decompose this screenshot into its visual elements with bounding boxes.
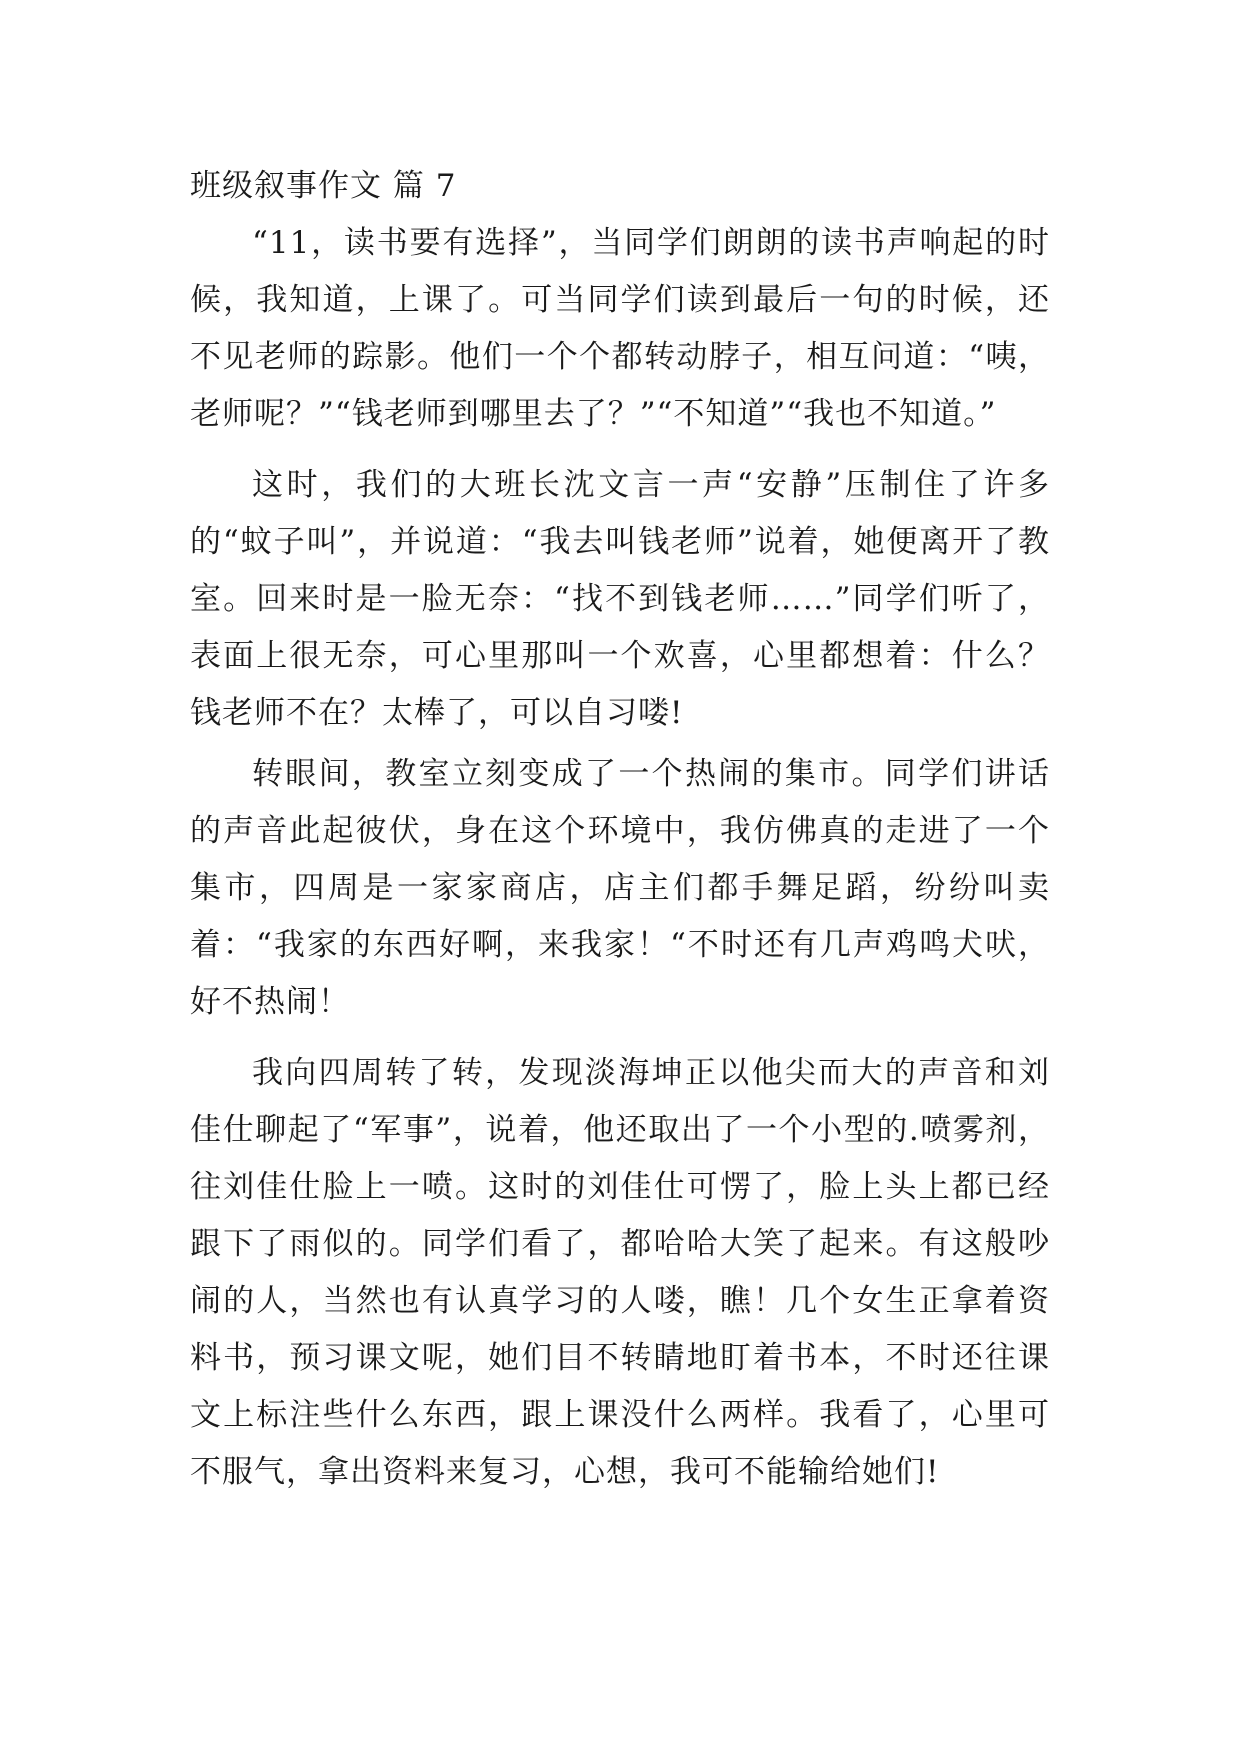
- paragraph-4: 我向四周转了转，发现淡海坤正以他尖而大的声音和刘佳仕聊起了“军事”，说着，他还取出了一个小型的.喷雾剂，往刘佳仕脸上一喷。这时的刘佳仕可愣了，脸上头上都已经跟下了雨似的。同学们看了，都哈哈大笑了起来。有这般吵闹的人，当然也有认真学习的人喽，瞧！几个女生正拿着资料书，预习课文呢，她们目不转睛地盯着书本，不时还往课文上标注些什么东西，跟上课没什么两样。我看了，心里可不服气，拿出资料来复习，心想，我可不能输给她们!: [190, 1055, 1050, 1490]
- paragraph-3: 转眼间，教室立刻变成了一个热闹的集市。同学们讲话的声音此起彼伏，身在这个环境中，我仿佛真的走进了一个集市，四周是一家家商店，店主们都手舞足蹈，纷纷叫卖着：“我家的东西好啊，来我家！“不时还有几声鸡鸣犬吠，好不热闹！: [190, 756, 1050, 1020]
- paragraph-2: 这时，我们的大班长沈文言一声“安静”压制住了许多的“蚊子叫”，并说道：“我去叫钱老师”说着，她便离开了教室。回来时是一脸无奈：“找不到钱老师……”同学们听了，表面上很无奈，可心里那叫一个欢喜，心里都想着：什么？钱老师不在？太棒了，可以自习喽!: [190, 467, 1050, 731]
- document-body: [190, 158, 1050, 1501]
- essay-title: 班级叙事作文 篇 7: [190, 168, 457, 204]
- paragraph-1: “11，读书要有选择”，当同学们朗朗的读书声响起的时候，我知道，上课了。可当同学们读到最后一句的时候，还不见老师的踪影。他们一个个都转动脖子，相互问道：“咦，老师呢？”“钱老师到哪里去了？”“不知道”“我也不知道。”: [190, 225, 1050, 432]
